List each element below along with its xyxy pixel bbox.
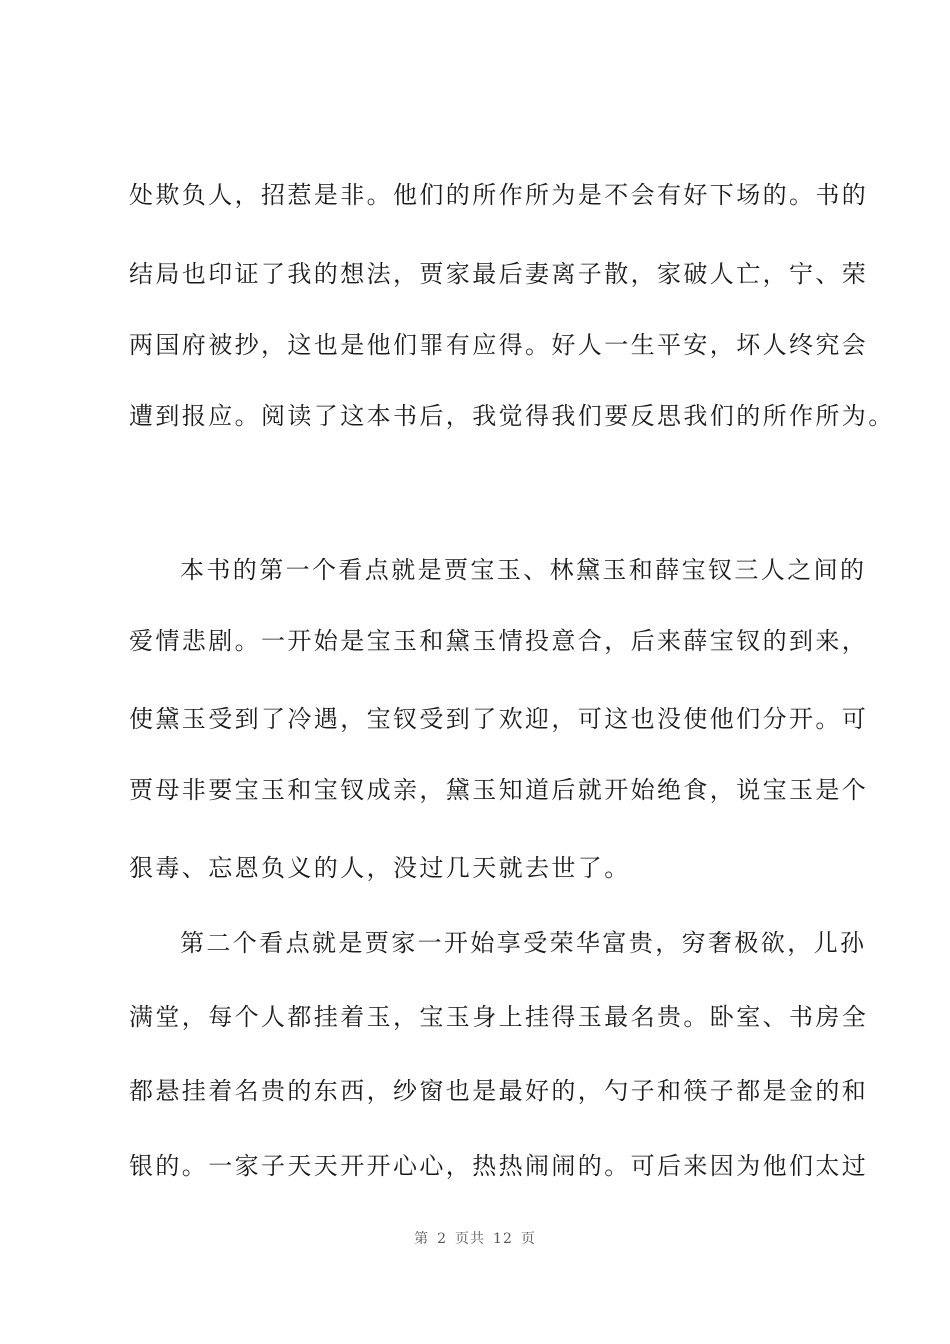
text-line: 使黛玉受到了冷遇，宝钗受到了欢迎，可这也没使他们分开。可	[129, 705, 869, 733]
text-line: 本书的第一个看点就是贾宝玉、林黛玉和薛宝钗三人之间的	[180, 556, 867, 584]
footer-prefix: 第	[414, 1231, 430, 1247]
text-line: 狠毒、忘恩负义的人，没过几天就去世了。	[129, 854, 631, 882]
total-page-number: 12	[493, 1231, 513, 1247]
text-line: 满堂，每个人都挂着玉，宝玉身上挂得玉最名贵。卧室、书房全	[129, 1003, 869, 1031]
current-page-number: 2	[437, 1231, 448, 1247]
text-line: 遭到报应。阅读了这本书后，我觉得我们要反思我们的所作所为。	[129, 402, 895, 430]
text-line: 贾母非要宝玉和宝钗成亲，黛玉知道后就开始绝食，说宝玉是个	[129, 776, 869, 804]
text-line: 第二个看点就是贾家一开始享受荣华富贵，穷奢极欲，儿孙	[180, 929, 867, 957]
text-line: 银的。一家子天天开开心心，热热闹闹的。可后来因为他们太过	[129, 1152, 869, 1180]
footer-middle: 页共	[455, 1231, 486, 1247]
text-line: 爱情悲剧。一开始是宝玉和黛玉情投意合，后来薛宝钗的到来，	[129, 627, 869, 655]
text-line: 结局也印证了我的想法，贾家最后妻离子散，家破人亡，宁、荣	[129, 260, 869, 288]
text-line: 都悬挂着名贵的东西，纱窗也是最好的，勺子和筷子都是金的和	[129, 1077, 869, 1105]
page-footer	[0, 1228, 950, 1248]
footer-suffix: 页	[520, 1231, 536, 1247]
text-line: 处欺负人，招惹是非。他们的所作所为是不会有好下场的。书的	[129, 181, 869, 209]
text-line: 两国府被抄，这也是他们罪有应得。好人一生平安，坏人终究会	[129, 331, 869, 359]
